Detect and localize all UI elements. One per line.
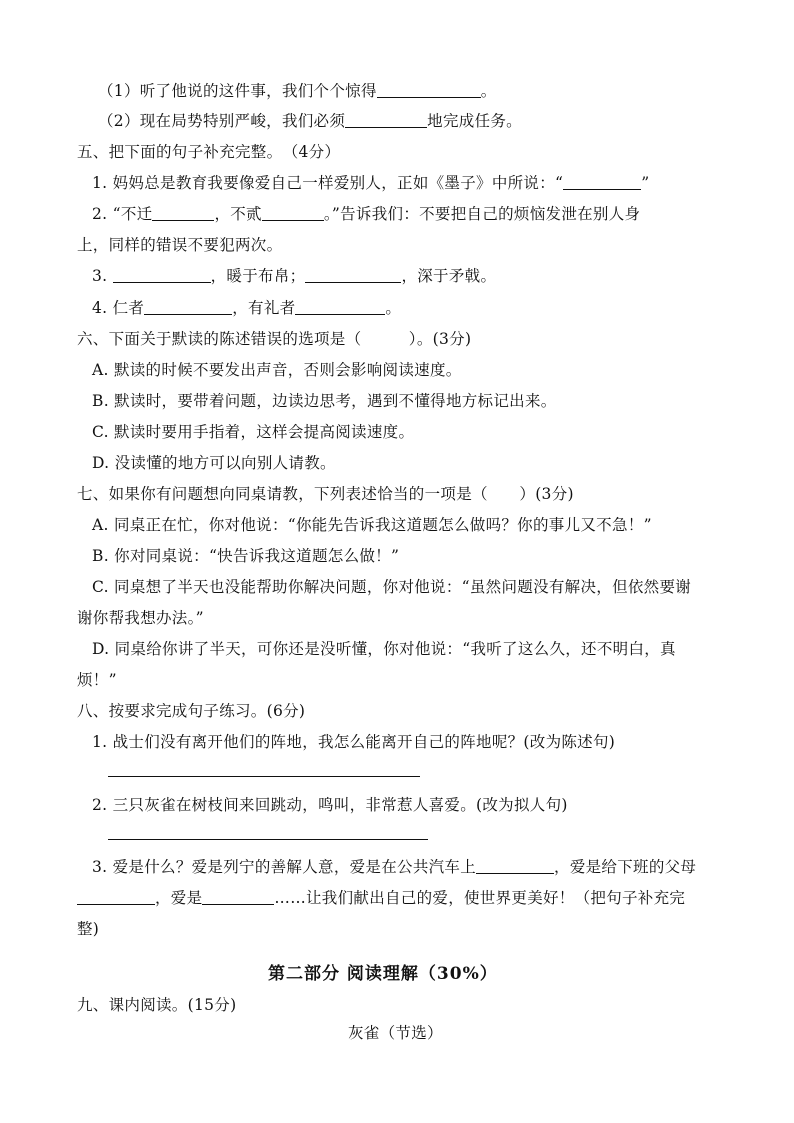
q8-heading: 八、按要求完成句子练习。(6分) bbox=[77, 702, 306, 720]
answer-line-1[interactable] bbox=[108, 776, 420, 777]
q8-item-3-end: 整) bbox=[77, 920, 100, 938]
q8-item-1: 1. 战士们没有离开他们的阵地，我怎么能离开自己的阵地呢？(改为陈述句) bbox=[92, 733, 616, 751]
passage-title: 灰雀（节选） bbox=[348, 1024, 443, 1042]
q7-option-b[interactable]: B. 你对同桌说：“快告诉我这道题怎么做！” bbox=[92, 547, 400, 565]
q7-option-c[interactable]: C. 同桌想了半天也没能帮助你解决问题，你对他说：“虽然问题没有解决，但依然要谢 bbox=[92, 578, 692, 596]
q7-option-d[interactable]: D. 同桌给你讲了半天，可你还是没听懂，你对他说：“我听了这么久，还不明白，真 bbox=[92, 640, 676, 658]
answer-blank[interactable] bbox=[152, 205, 214, 221]
q4-item-1: （1）听了他说的这件事，我们个个惊得 。 bbox=[98, 82, 497, 100]
answer-blank[interactable] bbox=[202, 889, 274, 905]
q5-item-2: 2. “不迁 ，不贰 。”告诉我们：不要把自己的烦恼发泄在别人身 bbox=[92, 205, 641, 223]
answer-line-2[interactable] bbox=[108, 839, 428, 840]
q5-item-4: 4. 仁者 ，有礼者 。 bbox=[92, 299, 402, 317]
q6-option-c[interactable]: C. 默读时要用手指着，这样会提高阅读速度。 bbox=[92, 423, 415, 441]
q6-heading: 六、下面关于默读的陈述错误的选项是（ ）。(3分) bbox=[77, 330, 472, 348]
answer-blank[interactable] bbox=[262, 205, 324, 221]
part-two-title: 第二部分 阅读理解（30%） bbox=[268, 964, 498, 984]
q6-option-a[interactable]: A. 默读的时候不要发出声音，否则会影响阅读速度。 bbox=[92, 361, 462, 379]
answer-blank[interactable] bbox=[77, 889, 155, 905]
q9-heading: 九、课内阅读。(15分) bbox=[77, 996, 237, 1014]
q8-item-3-cont: ，爱是 ……让我们献出自己的爱，使世界更美好！（把句子补充完 bbox=[77, 886, 685, 908]
q5-item-1: 1. 妈妈总是教育我要像爱自己一样爱别人，正如《墨子》中所说：“ ” bbox=[92, 174, 650, 192]
q6-option-b[interactable]: B. 默读时，要带着问题，边读边思考，遇到不懂得地方标记出来。 bbox=[92, 392, 557, 410]
q8-item-3: 3. 爱是什么？爱是列宁的善解人意，爱是在公共汽车上 ，爱是给下班的父母 bbox=[92, 858, 697, 876]
answer-blank[interactable] bbox=[377, 82, 481, 98]
q7-heading: 七、如果你有问题想向同桌请教，下列表述恰当的一项是（ ）(3分) bbox=[77, 485, 574, 503]
q6-option-d[interactable]: D. 没读懂的地方可以向别人请教。 bbox=[92, 454, 336, 472]
answer-blank[interactable] bbox=[295, 299, 385, 315]
answer-blank[interactable] bbox=[305, 267, 401, 283]
q4-item-2: （2）现在局势特别严峻，我们必须 地完成任务。 bbox=[98, 112, 522, 130]
answer-blank[interactable] bbox=[144, 299, 232, 315]
q5-item-2-cont: 上，同样的错误不要犯两次。 bbox=[77, 236, 283, 254]
q7-option-d-cont: 烦！” bbox=[77, 671, 117, 689]
q5-heading: 五、把下面的句子补充完整。 （4分） bbox=[77, 143, 341, 161]
q8-item-2: 2. 三只灰雀在树枝间来回跳动，鸣叫，非常惹人喜爱。(改为拟人句) bbox=[92, 796, 568, 814]
answer-blank[interactable] bbox=[563, 174, 641, 190]
q7-option-a[interactable]: A. 同桌正在忙，你对他说：“你能先告诉我这道题怎么做吗？你的事儿又不急！” bbox=[92, 516, 652, 534]
q7-option-c-cont: 谢你帮我想办法。” bbox=[77, 609, 204, 627]
answer-blank[interactable] bbox=[113, 267, 211, 283]
q5-item-3: 3. ，暖于布帛； ，深于矛戟。 bbox=[92, 267, 497, 285]
answer-blank[interactable] bbox=[345, 112, 427, 128]
answer-blank[interactable] bbox=[476, 858, 554, 874]
